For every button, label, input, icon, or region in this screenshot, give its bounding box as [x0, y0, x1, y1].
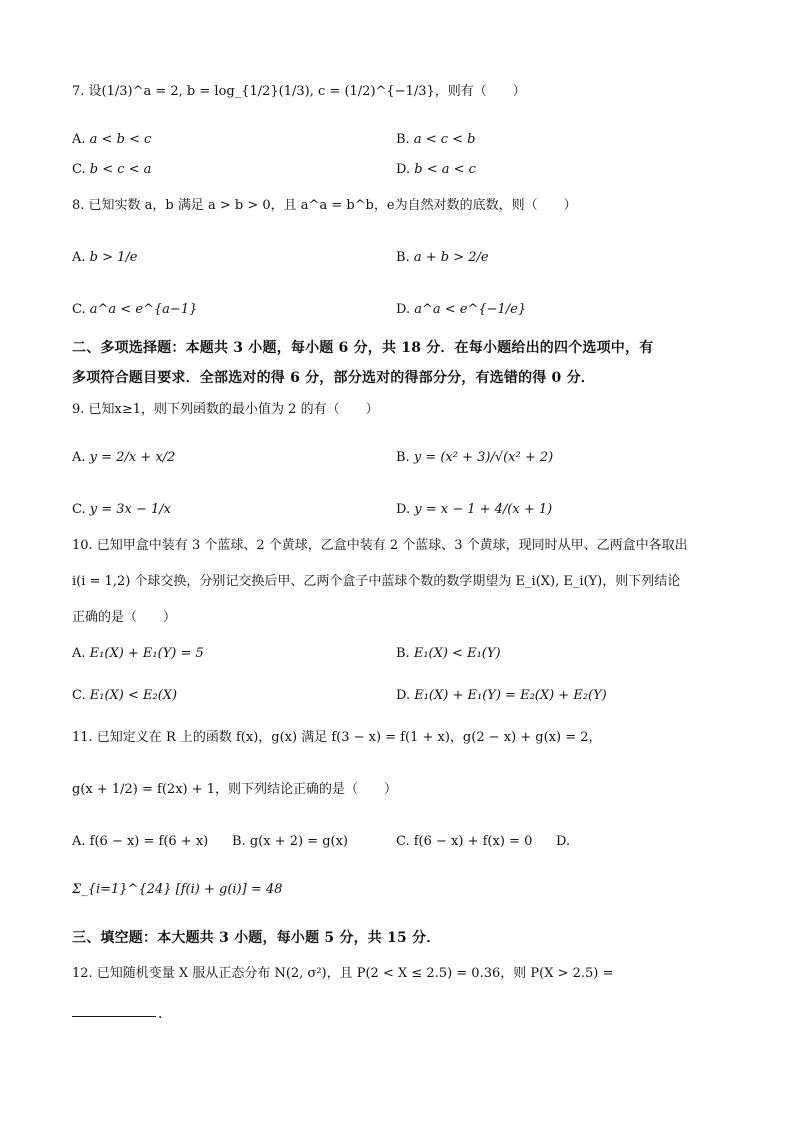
option-text: b < a < c — [414, 162, 476, 177]
option-label: B. — [396, 132, 410, 147]
q9-option-d[interactable] — [396, 502, 552, 518]
section-2-instructions: 多项符合题目要求．全部选对的得 6 分，部分选对的得部分分，有选错的得 0 分． — [72, 370, 595, 386]
q7-option-a[interactable] — [72, 132, 151, 148]
question-10-line-3: 正确的是（ ） — [72, 610, 177, 625]
option-label: D. — [396, 162, 411, 177]
option-text: y = x − 1 + 4/(x + 1) — [414, 502, 553, 517]
option-text: a^a < e^{a−1} — [89, 302, 198, 317]
question-11-line-2: g(x + 1/2) = f(2x) + 1，则下列结论正确的是（ ） — [72, 782, 398, 797]
option-text: a < c < b — [413, 132, 476, 147]
q9-option-b[interactable] — [396, 450, 553, 466]
question-7-stem: 7. 设(1/3)^a = 2, b = log_{1/2}(1/3), c = (1/2)^{−1/3}，则有（ ） — [72, 84, 526, 99]
option-label: C. — [72, 162, 86, 177]
option-text: y = (x² + 3)/√(x² + 2) — [413, 450, 554, 465]
option-label: D. — [396, 502, 411, 517]
option-label: B. — [396, 250, 410, 265]
blank-period: ． — [158, 1006, 172, 1022]
option-text: E₁(X) < E₂(X) — [89, 688, 178, 703]
question-11-line-1: 11. 已知定义在 R 上的函数 f(x)，g(x) 满足 f(3 − x) = f(1 + x)，g(2 − x) + g(x) = 2， — [72, 730, 602, 745]
option-label: C. — [72, 302, 86, 317]
option-text: b < c < a — [89, 162, 152, 177]
option-text: a + b > 2/e — [413, 250, 489, 265]
question-9-stem: 9. 已知x≥1，则下列函数的最小值为 2 的有（ ） — [72, 402, 379, 417]
option-text: a^a < e^{−1/e} — [414, 302, 527, 317]
option-label: A. — [72, 250, 86, 265]
question-10-line-2: i(i = 1,2) 个球交换，分别记交换后甲、乙两个盒子中蓝球个数的数学期望为 E_i(X), E_i(Y)，则下列结论 — [72, 574, 681, 589]
option-label: C. — [72, 502, 86, 517]
option-label: B. — [396, 450, 410, 465]
section-2-heading: 二、多项选择题：本题共 3 小题，每小题 6 分，共 18 分．在每小题给出的四个选项中，有 — [72, 340, 654, 356]
q7-option-d[interactable] — [396, 162, 476, 178]
q11-option-c[interactable]: C. f(6 − x) + f(x) = 0 — [396, 834, 533, 849]
answer-blank[interactable] — [72, 1016, 156, 1017]
question-12-stem: 12. 已知随机变量 X 服从正态分布 N(2, σ²)，且 P(2 < X ≤ 2.5) = 0.36，则 P(X > 2.5) = — [72, 966, 614, 981]
option-text: a < b < c — [89, 132, 152, 147]
option-text: y = 2/x + x/2 — [89, 450, 176, 465]
q7-option-b[interactable] — [396, 132, 476, 148]
q10-option-d[interactable] — [396, 688, 607, 704]
q7-option-c[interactable] — [72, 162, 151, 178]
option-text: b > 1/e — [89, 250, 138, 265]
option-label: A. — [72, 450, 86, 465]
question-10-line-1: 10. 已知甲盒中装有 3 个蓝球、2 个黄球，乙盒中装有 2 个蓝球、3 个黄球，现同时从甲、乙两盒中各取出 — [72, 538, 688, 553]
q9-option-c[interactable] — [72, 502, 171, 518]
q10-option-b[interactable] — [396, 646, 501, 662]
option-text: y = 3x − 1/x — [89, 502, 172, 517]
q11-option-d-label[interactable]: D. — [556, 834, 571, 849]
option-label: A. — [72, 132, 86, 147]
q11-option-b[interactable]: B. g(x + 2) = g(x) — [232, 834, 348, 849]
q8-option-a[interactable] — [72, 250, 138, 266]
q8-option-b[interactable] — [396, 250, 489, 266]
option-label: A. — [72, 646, 86, 661]
option-text: E₁(X) + E₁(Y) = 5 — [89, 646, 204, 661]
option-label: D. — [396, 302, 411, 317]
option-label: D. — [396, 688, 411, 703]
q10-option-c[interactable] — [72, 688, 177, 704]
q9-option-a[interactable] — [72, 450, 175, 466]
option-label: B. — [396, 646, 410, 661]
option-text: E₁(X) < E₁(Y) — [413, 646, 501, 661]
q8-option-c[interactable] — [72, 302, 197, 318]
q11-option-a[interactable]: A. f(6 − x) = f(6 + x) — [72, 834, 209, 849]
option-label: C. — [72, 688, 86, 703]
q8-option-d[interactable] — [396, 302, 526, 318]
option-text: E₁(X) + E₁(Y) = E₂(X) + E₂(Y) — [414, 688, 607, 703]
q10-option-a[interactable] — [72, 646, 204, 662]
q11-option-d-formula: Σ_{i=1}^{24} [f(i) + g(i)] = 48 — [72, 882, 283, 897]
section-3-heading: 三、填空题：本大题共 3 小题，每小题 5 分，共 15 分． — [72, 930, 441, 946]
question-8-stem: 8. 已知实数 a，b 满足 a > b > 0，且 a^a = b^b，e为自然对数的底数，则（ ） — [72, 198, 577, 213]
